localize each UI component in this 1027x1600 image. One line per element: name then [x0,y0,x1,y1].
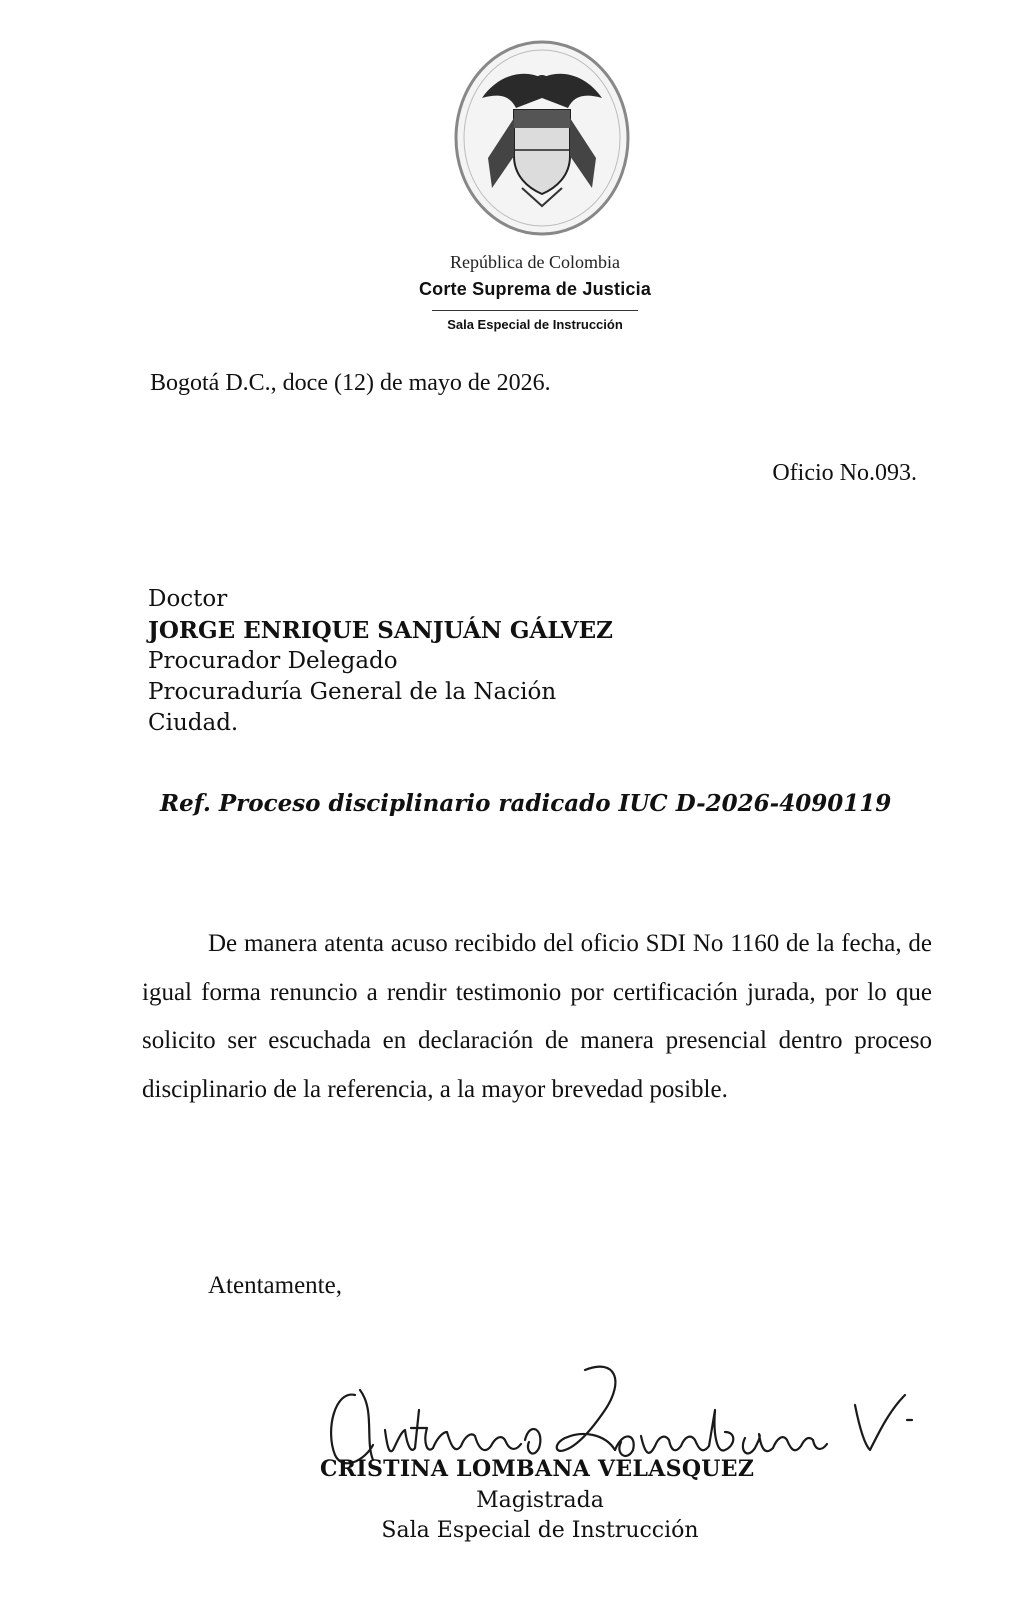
header-court: Corte Suprema de Justicia [418,279,652,299]
addressee-position: Procurador Delegado [148,648,398,674]
header-chamber: Sala Especial de Instrucción [447,317,623,332]
signer-name: CRISTINA LOMBANA VELASQUEZ [320,1456,755,1482]
addressee-city: Ciudad. [148,710,239,736]
oficio-number: Oficio No.093. [772,460,917,486]
header-divider [432,310,638,311]
addressee-institution: Procuraduría General de la Nación [148,679,557,705]
addressee-name: JORGE ENRIQUE SANJUÁN GÁLVEZ [148,617,613,644]
signer-title: Magistrada [476,1488,604,1513]
signer-chamber: Sala Especial de Instrucción [381,1518,699,1543]
reference-line: Ref. Proceso disciplinario radicado IUC D-2026-4090119 [160,790,892,817]
header-country: República de Colombia [450,252,620,272]
addressee-salutation: Doctor [148,586,228,612]
date-line: Bogotá D.C., doce (12) de mayo de 2026. [150,370,551,396]
closing-line: Atentamente, [208,1272,342,1299]
body-paragraph: De manera atenta acuso recibido del oficio SDI No 1160 de la fecha, de igual forma renuncio a rendir testimonio por certificación jurada, por lo que solicito ser escuchada en declaración de manera presencial dentro proceso disciplinario de la referencia, a la mayor brevedad posible. [142,930,932,1103]
coat-of-arms-icon [452,38,632,238]
